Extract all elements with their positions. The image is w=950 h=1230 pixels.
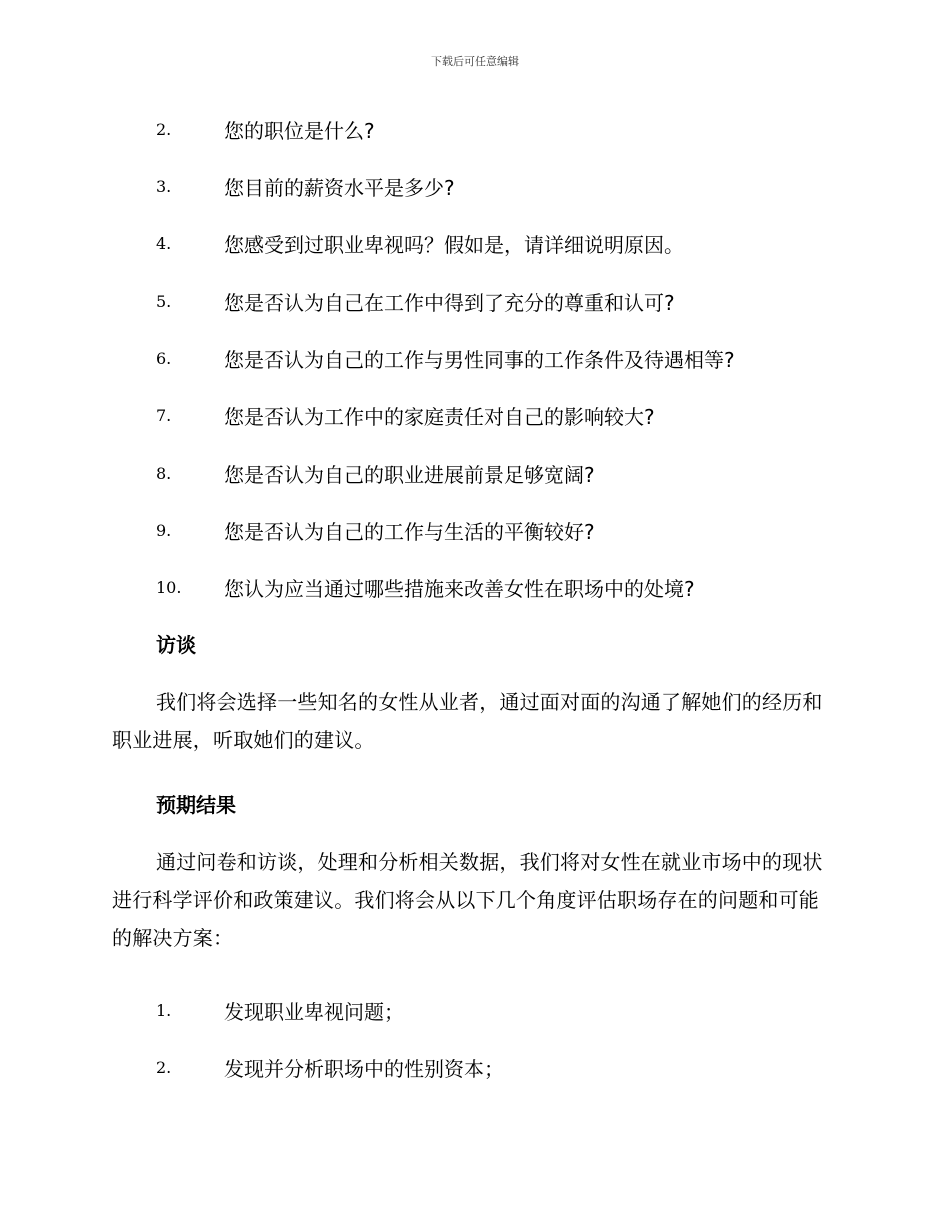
question-item <box>156 172 455 200</box>
question-text: 您感受到过职业卑视吗？假如是，请详细说明原因。 <box>224 232 684 257</box>
question-item <box>156 344 735 372</box>
question-text: 您是否认为自己在工作中得到了充分的尊重和认可? <box>224 290 675 315</box>
question-number: 10. <box>156 577 182 597</box>
question-text: 您是否认为自己的工作与男性同事的工作条件及待遇相等? <box>224 347 735 372</box>
result-item <box>156 1053 504 1081</box>
question-number: 9. <box>156 520 172 540</box>
question-item <box>156 516 595 544</box>
question-item <box>156 229 684 257</box>
question-text: 您的职位是什么? <box>224 118 375 143</box>
result-text: 发现并分析职场中的性别资本； <box>224 1056 504 1081</box>
question-text: 您是否认为自己的职业进展前景足够宽阔? <box>224 462 595 487</box>
question-text: 您是否认为自己的工作与生活的平衡较好? <box>224 519 595 544</box>
question-text: 您是否认为工作中的家庭责任对自己的影响较大? <box>224 404 655 429</box>
result-item <box>156 996 404 1024</box>
page-header: 下载后可任意编辑 <box>431 55 519 68</box>
result-number: 1. <box>156 1000 172 1020</box>
section-heading-interview: 访谈 <box>156 633 196 657</box>
expected-results-paragraph: 通过问卷和访谈，处理和分析相关数据，我们将对女性在就业市场中的现状进行科学评价和政策建议。我们将会从以下几个角度评估职场存在的问题和可能的解决方案： <box>112 850 823 950</box>
question-item <box>156 287 675 315</box>
question-text: 您认为应当通过哪些措施来改善女性在职场中的处境? <box>224 576 695 601</box>
question-number: 4. <box>156 233 172 253</box>
question-number: 5. <box>156 291 172 311</box>
question-number: 7. <box>156 405 172 425</box>
section-heading-expected-results: 预期结果 <box>156 793 236 817</box>
result-number: 2. <box>156 1057 172 1077</box>
question-item <box>156 115 375 143</box>
question-number: 3. <box>156 176 172 196</box>
question-item <box>156 459 595 487</box>
question-number: 8. <box>156 463 172 483</box>
result-text: 发现职业卑视问题； <box>224 999 404 1024</box>
question-item <box>156 573 695 601</box>
question-text: 您目前的薪资水平是多少? <box>224 175 455 200</box>
question-item <box>156 401 655 429</box>
interview-paragraph: 我们将会选择一些知名的女性从业者，通过面对面的沟通了解她们的经历和职业进展，听取她们的建议。 <box>112 690 823 752</box>
question-number: 6. <box>156 348 172 368</box>
question-number: 2. <box>156 119 172 139</box>
